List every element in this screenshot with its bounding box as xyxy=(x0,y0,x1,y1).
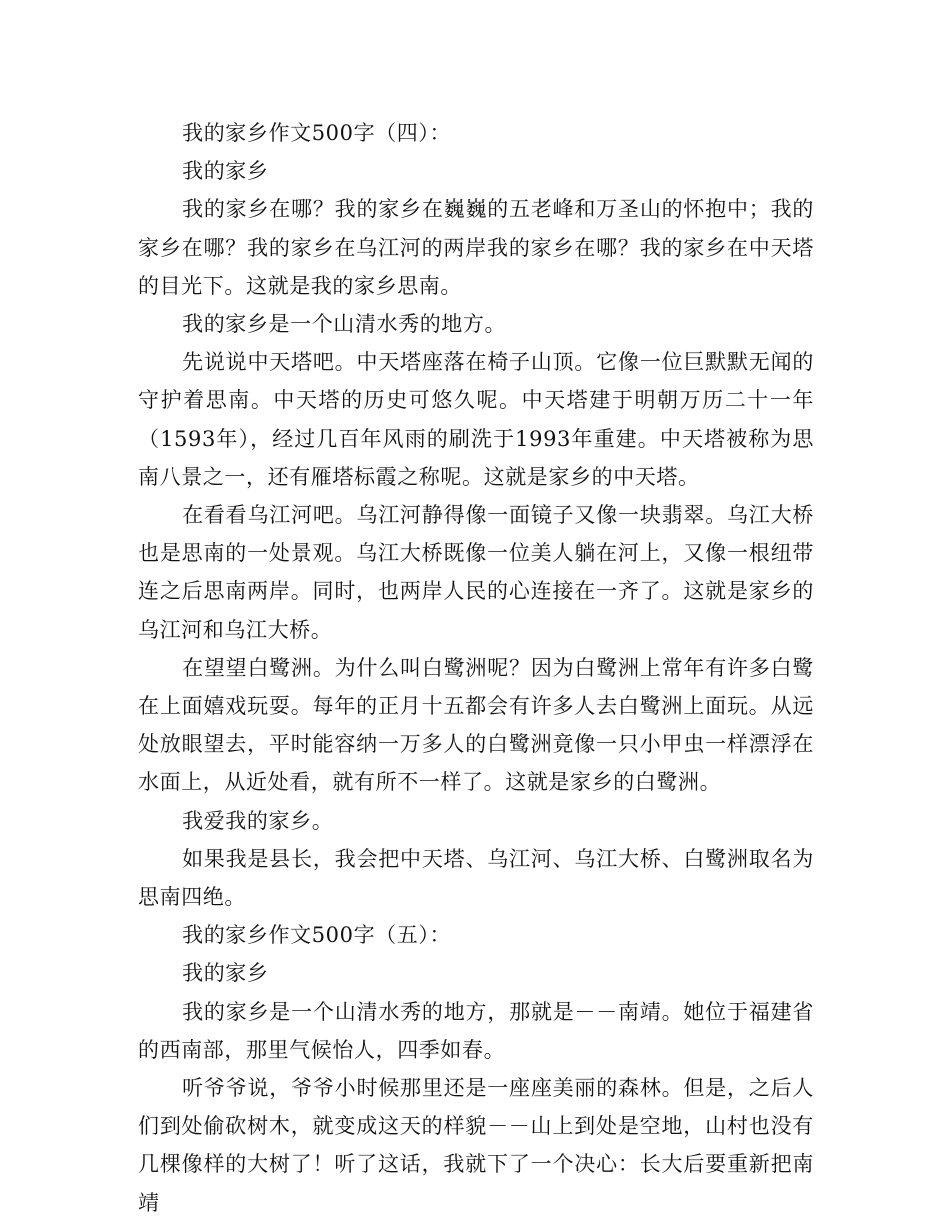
document-body xyxy=(138,114,814,1222)
paragraph: 我爱我的家乡。 xyxy=(182,808,334,833)
paragraph: 先说说中天塔吧。中天塔座落在椅子山顶。它像一位巨默默无闻的守护着思南。中天塔的历史可悠久呢。中天塔建于明朝万历二十一年（1593年），经过几百年风雨的刷洗于1993年重建。中天塔被称为思南八景之一，还有雁塔标霞之称呢。这就是家乡的中天塔。 xyxy=(138,350,814,489)
paragraph: 我的家乡是一个山清水秀的地方，那就是－－南靖。她位于福建省的西南部，那里气候怡人，四季如春。 xyxy=(138,999,814,1062)
paragraph: 在望望白鹭洲。为什么叫白鹭洲呢？因为白鹭洲上常年有许多白鹭在上面嬉戏玩耍。每年的正月十五都会有许多人去白鹭洲上面玩。从远处放眼望去，平时能容纳一万多人的白鹭洲竟像一只小甲虫一样漂浮在水面上，从近处看，就有所不一样了。这就是家乡的白鹭洲。 xyxy=(138,655,814,795)
essay-subtitle-five: 我的家乡 xyxy=(182,961,269,986)
essay-title-four: 我的家乡作文500字（四）： xyxy=(182,121,452,145)
essay-subtitle-four: 我的家乡 xyxy=(182,159,269,184)
paragraph: 如果我是县长，我会把中天塔、乌江河、乌江大桥、白鹭洲取名为思南四绝。 xyxy=(138,846,814,910)
paragraph: 我的家乡在哪？我的家乡在巍巍的五老峰和万圣山的怀抱中；我的家乡在哪？我的家乡在乌江河的两岸我的家乡在哪？我的家乡在中天塔的目光下。这就是我的家乡思南。 xyxy=(138,197,814,298)
paragraph: 在看看乌江河吧。乌江河静得像一面镜子又像一块翡翠。乌江大桥也是思南的一处景观。乌江大桥既像一位美人躺在河上，又像一根纽带连之后思南两岸。同时，也两岸人民的心连接在一齐了。这就是家乡的乌江河和乌江大桥。 xyxy=(138,503,814,642)
paragraph: 听爷爷说，爷爷小时候那里还是一座座美丽的森林。但是，之后人们到处偷砍树木，就变成这天的样貌－－山上到处是空地，山村也没有几棵像样的大树了！听了这话，我就下了一个决心：长大后要重新把南靖 xyxy=(138,1076,814,1215)
essay-title-five: 我的家乡作文500字（五）： xyxy=(182,923,452,948)
paragraph: 我的家乡是一个山清水秀的地方。 xyxy=(182,312,507,337)
